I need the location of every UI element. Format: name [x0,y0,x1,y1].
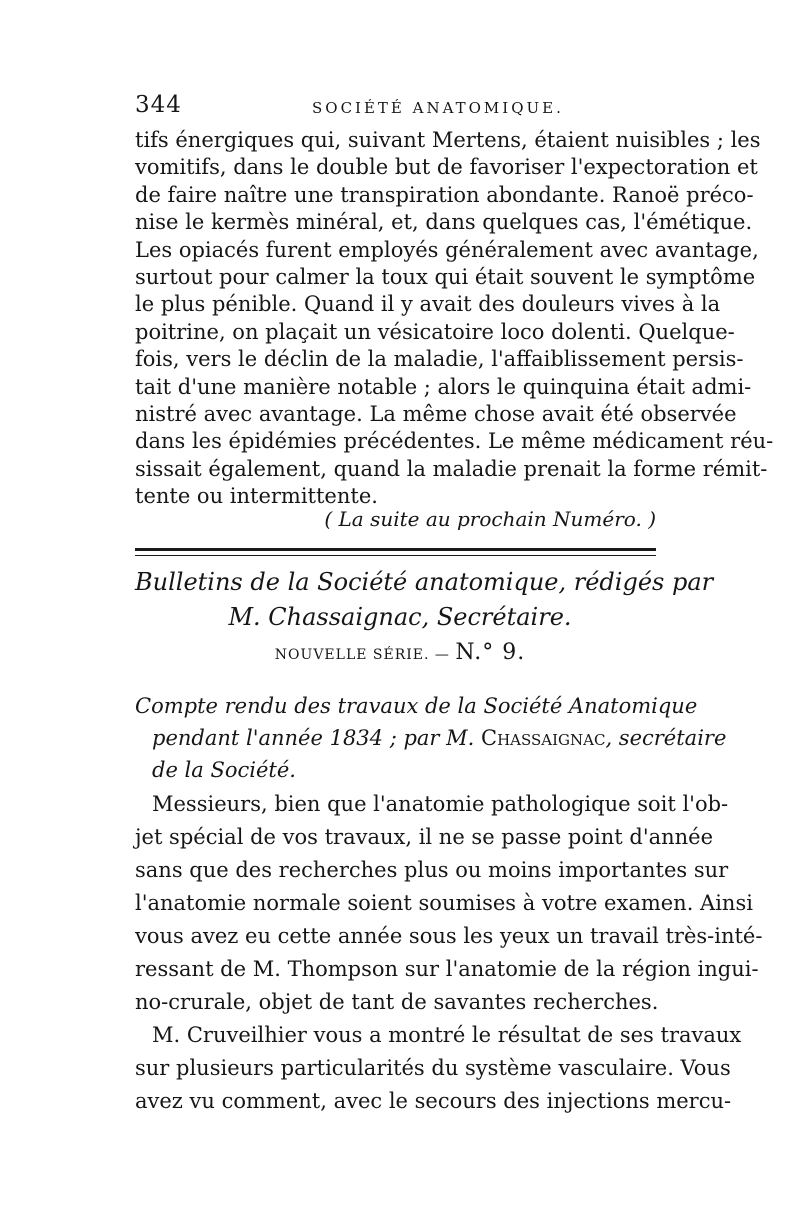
text-line: ressant de M. Thompson sur l'anatomie de la région ingui- [135,957,759,981]
section-rule-thin [135,555,656,556]
text-line: tifs énergiques qui, suivant Mertens, étaient nuisibles ; les [135,128,761,152]
text-line: le plus pénible. Quand il y avait des douleurs vives à la [135,292,721,317]
text-line: sur plusieurs particularités du système vasculaire. Vous [135,1056,731,1080]
text-line: tente ou intermittente. [135,484,378,509]
compte-rendu-text: pendant l'année 1834 ; par M. [152,726,475,750]
text-line: l'anatomie normale soient soumises à votre examen. Ainsi [135,891,753,915]
page-header [135,92,665,126]
series-label-row [135,638,665,670]
text-line: Les opiacés furent employés généralement avec avantage, [135,237,759,262]
compte-rendu-line: Compte rendu des travaux de la Société Anatomique [135,694,698,718]
running-head: SOCIÉTÉ ANATOMIQUE. [312,99,564,117]
text-line: sans que des recherches plus ou moins importantes sur [135,858,729,882]
bulletin-title-line: Bulletins de la Société anatomique, rédigés par [135,568,714,596]
text-line: vous avez eu cette année sous les yeux un travail très-inté- [135,924,763,948]
text-line: M. Cruveilhier vous a montré le résultat de ses travaux [152,1023,742,1047]
text-line: vomitifs, dans le double but de favoriser l'expectoration et [135,155,758,180]
text-line: surtout pour calmer la toux qui était souvent le symptôme [135,265,756,289]
text-line: sissait également, quand la maladie prenait la forme rémit- [135,456,768,481]
text-line: Messieurs, bien que l'anatomie pathologique soit l'ob- [152,792,729,816]
compte-rendu-line [152,722,727,754]
page-number: 344 [135,92,182,118]
text-line: jet spécial de vos travaux, il ne se passe point d'année [135,825,714,849]
text-line: dans les épidémies précédentes. Le même médicament réu- [135,429,774,454]
compte-rendu-text: , secrétaire [605,726,727,750]
text-line: nise le kermès minéral, et, dans quelques cas, l'émétique. [135,210,753,235]
section-rule-thick [135,548,656,551]
text-line: no-crurale, objet de tant de savantes recherches. [135,990,659,1014]
compte-rendu-line: de la Société. [152,758,296,782]
text-line: avez vu comment, avec le secours des injections mercu- [135,1089,732,1113]
bulletin-title-line: M. Chassaignac, Secrétaire. [228,603,572,631]
text-line: poitrine, on plaçait un vésicatoire loco dolenti. Quelque- [135,319,735,344]
text-line: tait d'une manière notable ; alors le quinquina était admi- [135,374,752,399]
text-line: nistré avec avantage. La même chose avait été observée [135,402,737,426]
series-number: N.° 9. [455,640,526,665]
continuation-note: ( La suite au prochain Numéro. ) [324,507,656,531]
text-line: fois, vers le déclin de la maladie, l'affaiblissement persis- [135,347,744,372]
series-label: NOUVELLE SÉRIE. — [274,647,450,663]
text-line: de faire naître une transpiration abondante. Ranoë préco- [135,182,754,207]
secretary-name: Chassaignac [481,726,606,750]
